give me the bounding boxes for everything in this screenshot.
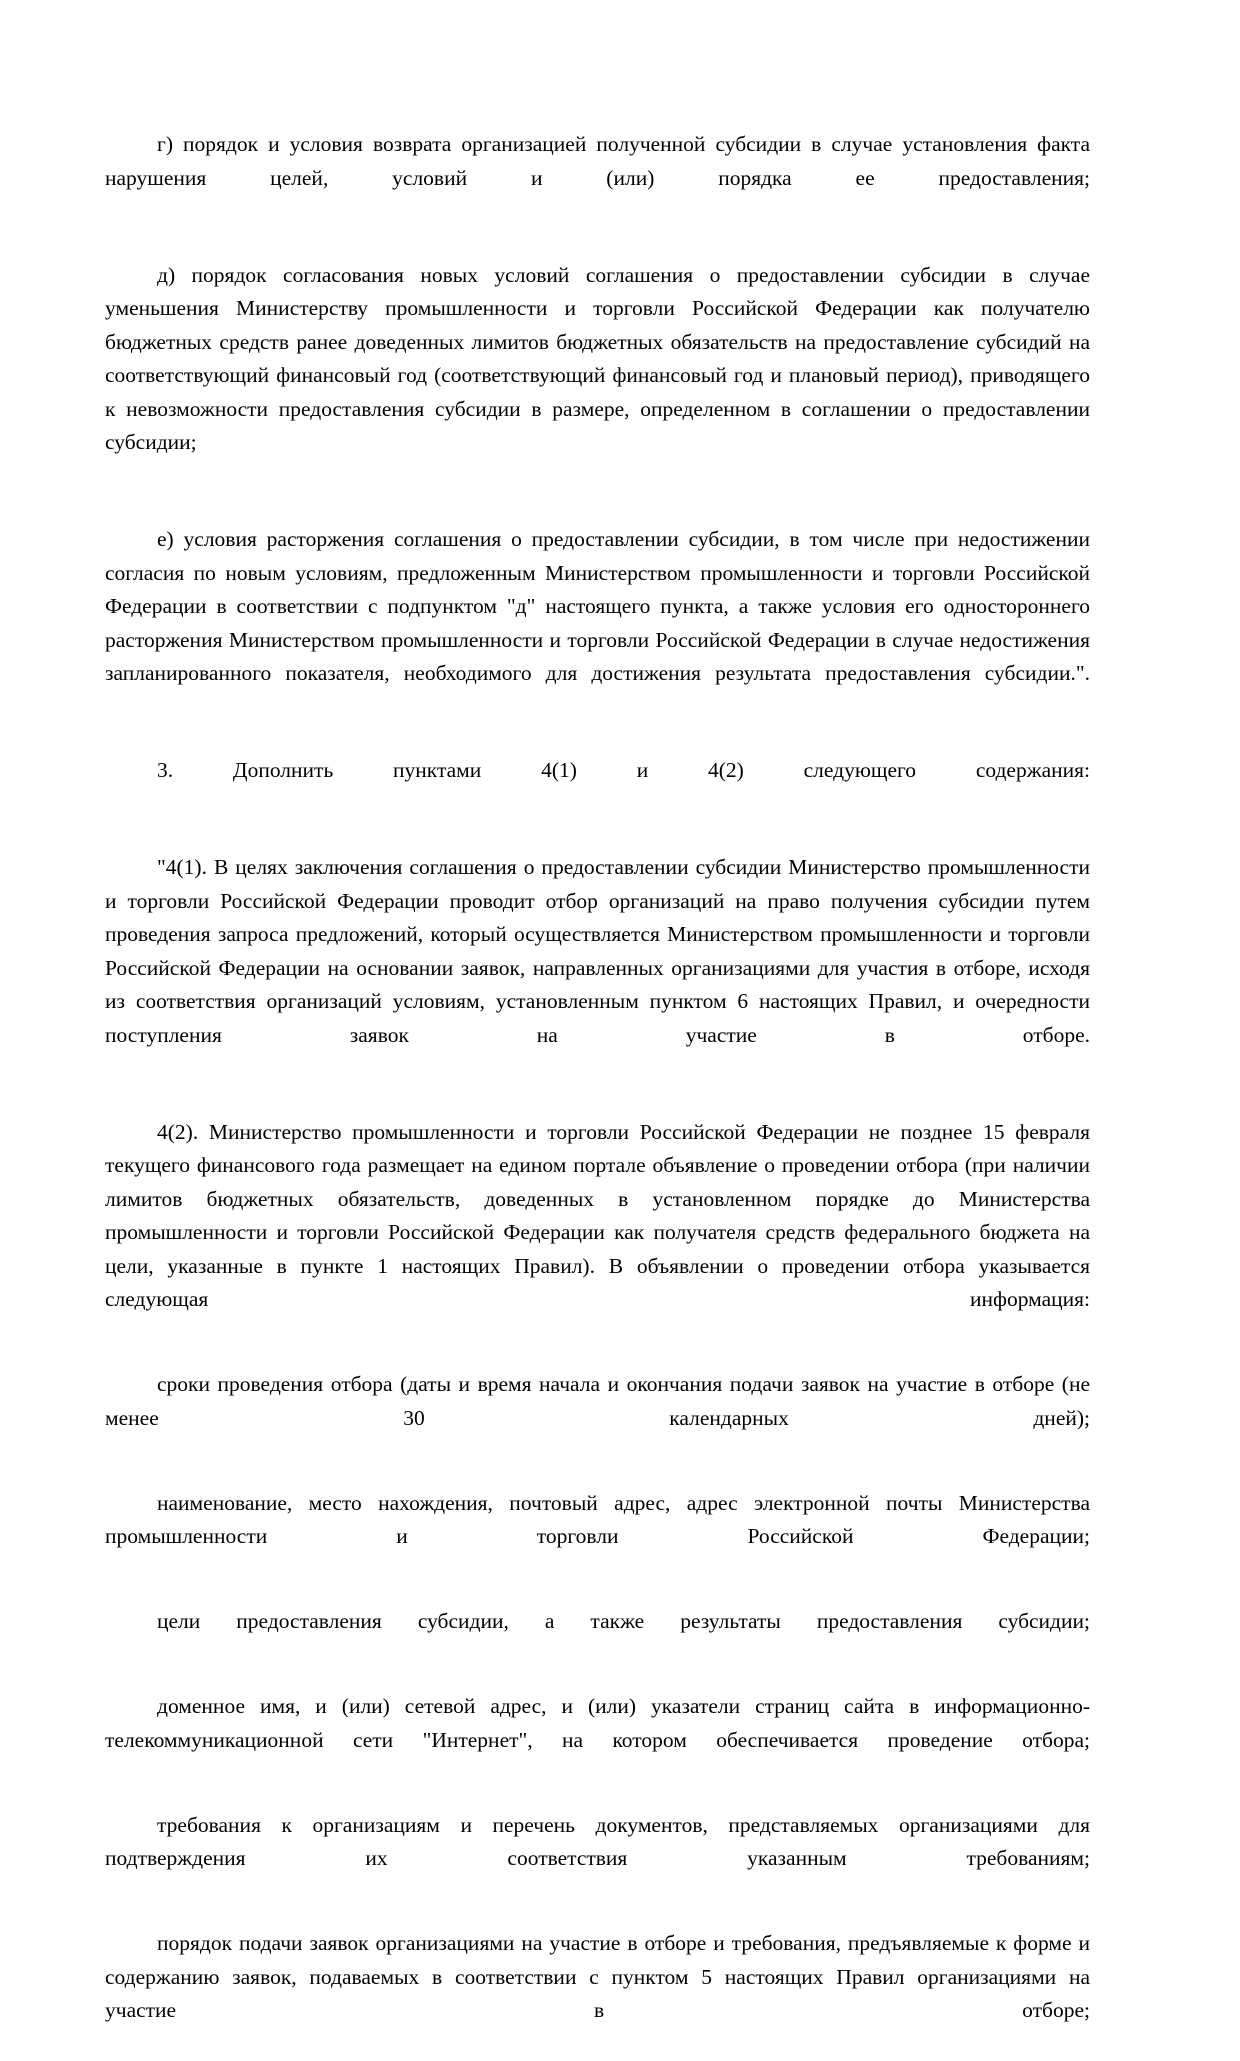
- document-text-body: [105, 128, 1090, 2061]
- paragraph-item-4-2: 4(2). Министерство промышленности и торговли Российской Федерации не позднее 15 февраля текущего финансового года размещает на едином портале объявление о проведении отбора (при наличии лимитов бюджетных обязательств, доведенных в установленном порядке до Министерства промышленности и торговли Российской Федерации как получателя средств федерального бюджета на цели, указанные в пункте 1 настоящих Правил). В объявлении о проведении отбора указывается следующая информация:: [105, 1119, 1090, 1311]
- paragraph-sub-deadlines: сроки проведения отбора (даты и время начала и окончания подачи заявок на участие в отборе (не менее 30 календарных дней);: [105, 1372, 1090, 1430]
- paragraph-sub-requirements: требования к организациям и перечень документов, представляемых организациями для подтверждения их соответствия указанным требованиям;: [105, 1812, 1090, 1870]
- paragraph-sub-name-address: наименование, место нахождения, почтовый адрес, адрес электронной почты Министерства промышленности и торговли Российской Федерации;: [105, 1490, 1090, 1548]
- paragraph-item-3: 3. Дополнить пунктами 4(1) и 4(2) следующего содержания:: [157, 758, 1090, 782]
- paragraph-sub-submission-order: порядок подачи заявок организациями на участие в отборе и требования, предъявляемые к форме и содержанию заявок, подаваемых в соответствии с пунктом 5 настоящих Правил организациями на участие в отборе;: [105, 1931, 1090, 2022]
- paragraph-sub-purposes: цели предоставления субсидии, а также результаты предоставления субсидии;: [157, 1609, 1090, 1633]
- paragraph-item-4-1: "4(1). В целях заключения соглашения о предоставлении субсидии Министерство промышленности и торговли Российской Федерации проводит отбор организаций на право получения субсидии путем проведения запроса предложений, который осуществляется Министерством промышленности и торговли Российской Федерации на основании заявок, направленных организациями для участия в отборе, исходя из соответствия организаций условиям, установленным пунктом 6 настоящих Правил, и очередности поступления заявок на участие в отборе.: [105, 855, 1090, 1047]
- paragraph-item-g: г) порядок и условия возврата организацией полученной субсидии в случае установления факта нарушения целей, условий и (или) порядка ее предоставления;: [105, 132, 1090, 190]
- paragraph-sub-domain: доменное имя, и (или) сетевой адрес, и (или) указатели страниц сайта в информационно-телекоммуникационной сети "Интернет", на котором обеспечивается проведение отбора;: [105, 1694, 1090, 1752]
- paragraph-item-d: д) порядок согласования новых условий соглашения о предоставлении субсидии в случае уменьшения Министерству промышленности и торговли Российской Федерации как получателю бюджетных средств ранее доведенных лимитов бюджетных обязательств на предоставление субсидий на соответствующий финансовый год (соответствующий финансовый год и плановый период), приводящего к невозможности предоставления субсидии в размере, определенном в соглашении о предоставлении субсидии;: [105, 262, 1090, 454]
- paragraph-item-e: е) условия расторжения соглашения о предоставлении субсидии, в том числе при недостижении согласия по новым условиям, предложенным Министерством промышленности и торговли Российской Федерации в соответствии с подпунктом "д" настоящего пункта, а также условия его одностороннего расторжения Министерством промышленности и торговли Российской Федерации в случае недостижения запланированного показателя, необходимого для достижения результата предоставления субсидии.".: [105, 527, 1090, 685]
